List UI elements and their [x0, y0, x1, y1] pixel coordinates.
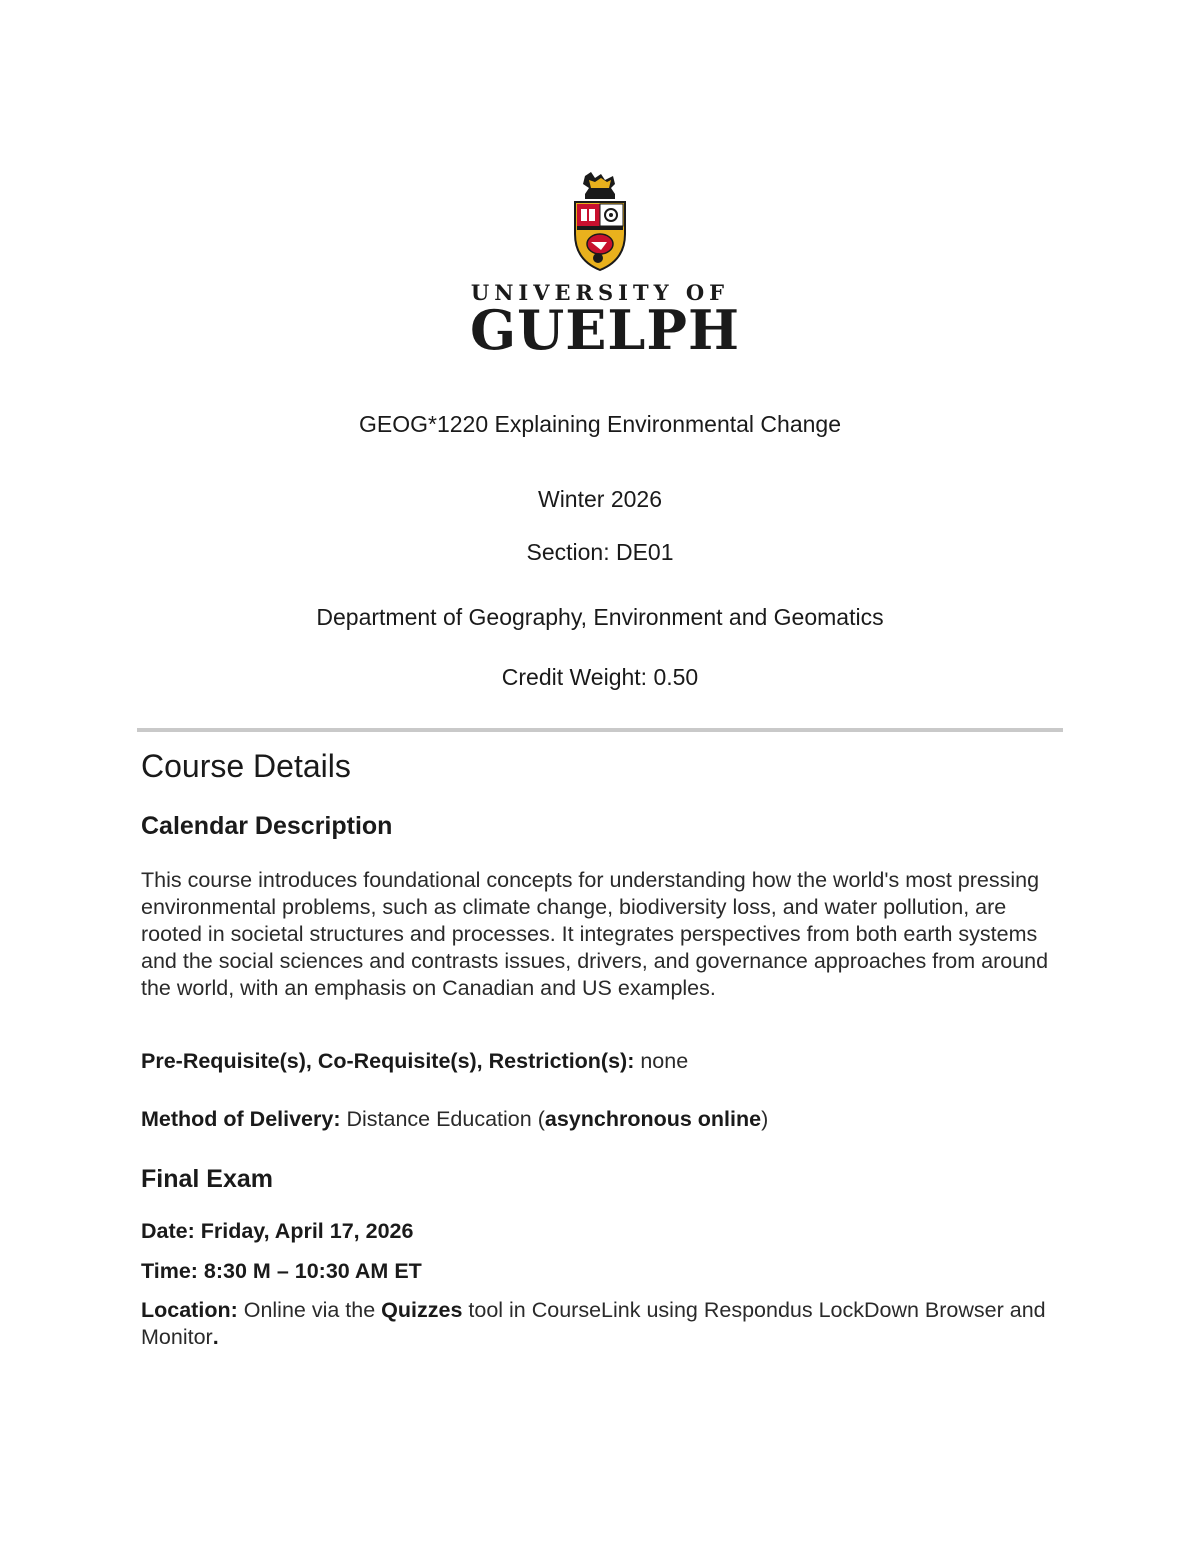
- department: Department of Geography, Environment and Geomatics: [316, 604, 884, 630]
- calendar-description-text: This course introduces foundational concepts for understanding how the world's most pressing environmental problems, such as climate change, biodiversity loss, and water pollution, are rooted in societal structures and processes. It integrates perspectives from both earth systems and the social sciences and contrasts issues, drivers, and governance approaches from around the world, with an emphasis on Canadian and US examples.: [141, 868, 1049, 1000]
- course-title: GEOG*1220 Explaining Environmental Change: [358, 411, 841, 437]
- prerequisites-line: [141, 1049, 688, 1074]
- delivery-value-post: ): [761, 1107, 769, 1131]
- location-pre: Online via the: [237, 1298, 382, 1322]
- prerequisites-value: none: [634, 1049, 689, 1073]
- location-bold: Quizzes: [381, 1298, 463, 1322]
- location-end: .: [212, 1325, 219, 1349]
- exam-date: Date: Friday, April 17, 2026: [141, 1219, 414, 1243]
- section: Section: DE01: [526, 539, 674, 565]
- horizontal-divider: [137, 728, 1063, 732]
- term: Winter 2026: [537, 486, 662, 512]
- delivery-line: [141, 1107, 768, 1132]
- logo-wordmark-top: UNIVERSITY OF: [470, 280, 730, 305]
- logo-wordmark-main: GUELPH: [470, 298, 740, 362]
- course-details-heading: Course Details: [141, 748, 351, 784]
- prerequisites-label: Pre-Requisite(s), Co-Requisite(s), Restriction(s):: [141, 1049, 635, 1073]
- exam-location: [141, 1297, 1061, 1351]
- exam-time: Time: 8:30 M – 10:30 AM ET: [141, 1259, 422, 1283]
- credit-weight: Credit Weight: 0.50: [501, 664, 699, 690]
- final-exam-heading: Final Exam: [141, 1165, 273, 1193]
- location-label: Location:: [141, 1298, 238, 1322]
- calendar-description-heading: Calendar Description: [141, 812, 393, 840]
- delivery-label: Method of Delivery:: [141, 1107, 341, 1131]
- crest-icon: [571, 172, 629, 272]
- university-logo: [470, 172, 740, 362]
- location-post: tool in CourseLink using Respondus LockDown Browser and Monitor: [141, 1298, 1046, 1349]
- delivery-value-pre: Distance Education (: [340, 1107, 545, 1131]
- delivery-value-bold: asynchronous online: [544, 1107, 762, 1131]
